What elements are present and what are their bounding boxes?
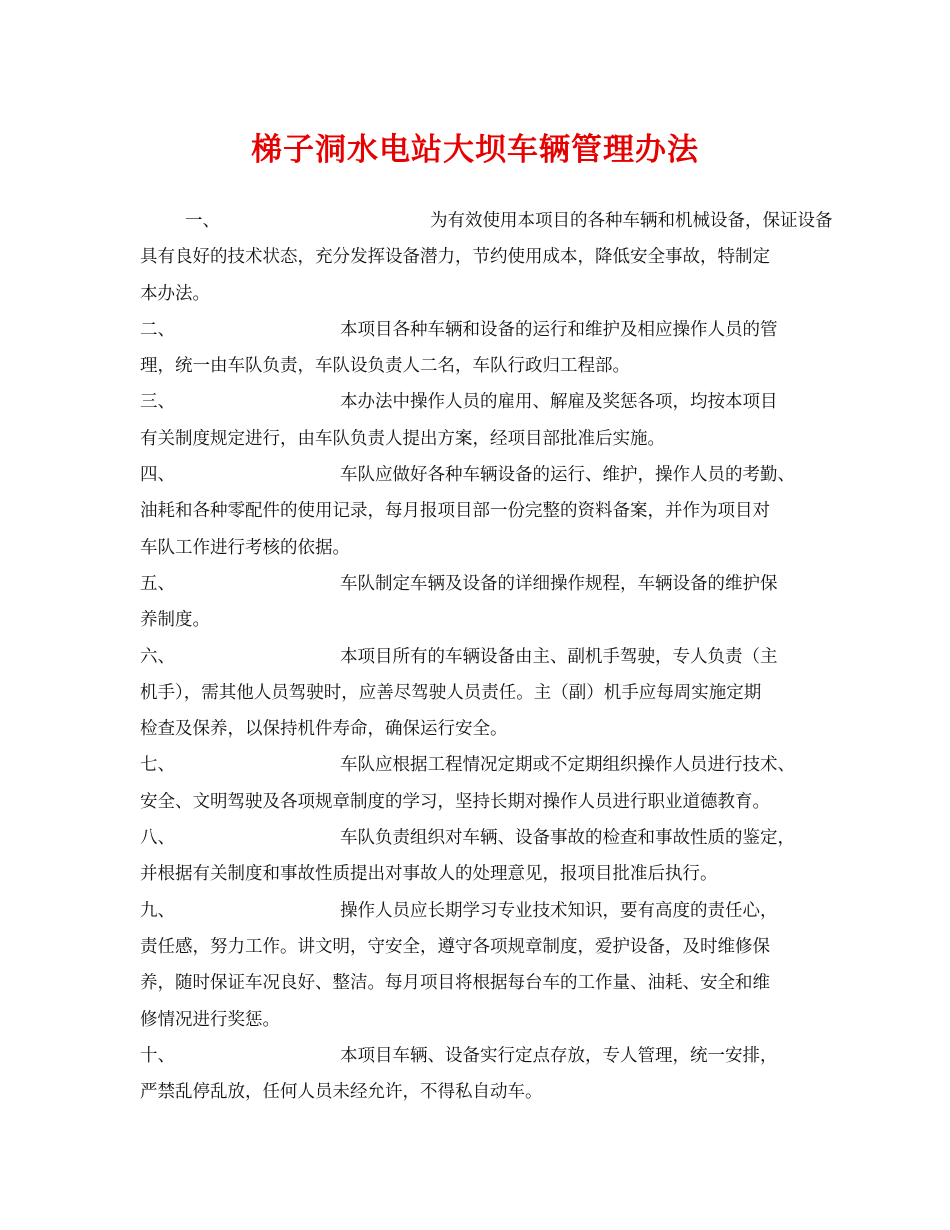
clause-text: 车队制定车辆及设备的详细操作规程，车辆设备的维护保	[340, 573, 778, 594]
clause-text: 本项目所有的车辆设备由主、副机手驾驶，专人负责（主	[340, 646, 778, 667]
document-body	[140, 203, 833, 1110]
clause-line: 油耗和各种零配件的使用记录，每月报项目部一份完整的资料备案，并作为项目对	[140, 501, 770, 522]
clause-line: 修情况进行奖惩。	[140, 1009, 280, 1030]
clause-text: 本办法中操作人员的雇用、解雇及奖惩各项，均按本项目	[340, 392, 778, 413]
clause-text: 本项目车辆、设备实行定点存放，专人管理，统一安排，	[340, 1045, 778, 1066]
clause-number: 三、	[140, 392, 175, 413]
clause-number: 一、	[185, 211, 220, 231]
clause-line	[140, 893, 820, 929]
clause-line	[140, 1038, 820, 1074]
clause-line: 具有良好的技术状态，充分发挥设备潜力，节约使用成本，降低安全事故，特制定	[140, 247, 770, 268]
clause-8	[140, 820, 820, 893]
clause-number: 九、	[140, 900, 175, 921]
clause-number: 四、	[140, 465, 175, 486]
clause-number: 八、	[140, 828, 175, 849]
clause-10	[140, 1038, 820, 1111]
clause-text: 车队负责组织对车辆、设备事故的检查和事故性质的鉴定，	[340, 828, 795, 849]
clause-line	[140, 312, 820, 348]
clause-line	[140, 203, 833, 239]
clause-number: 七、	[140, 755, 175, 776]
clause-line: 责任感，努力工作。讲文明，守安全，遵守各项规章制度，爱护设备，及时维修保	[140, 936, 770, 957]
clause-line	[140, 639, 820, 675]
clause-line	[140, 384, 820, 420]
clause-number: 十、	[140, 1045, 175, 1066]
clause-line: 养，随时保证车况良好、整洁。每月项目将根据每台车的工作量、油耗、安全和维	[140, 973, 770, 994]
clause-6	[140, 639, 820, 748]
clause-text: 为有效使用本项目的各种车辆和机械设备，保证设备	[430, 211, 833, 231]
clause-9	[140, 893, 820, 1038]
clause-line: 车队工作进行考核的依据。	[140, 537, 350, 558]
clause-line: 检查及保养，以保持机件寿命，确保运行安全。	[140, 719, 508, 740]
clause-line: 有关制度规定进行，由车队负责人提出方案，经项目部批准后实施。	[140, 428, 665, 449]
clause-line: 机手），需其他人员驾驶时，应善尽驾驶人员责任。主（副）机手应每周实施定期	[140, 682, 762, 703]
clause-line: 严禁乱停乱放，任何人员未经允许，不得私自动车。	[140, 1082, 543, 1103]
clause-line: 安全、文明驾驶及各项规章制度的学习，坚持长期对操作人员进行职业道德教育。	[140, 791, 770, 812]
clause-text: 车队应做好各种车辆设备的运行、维护，操作人员的考勤、	[340, 465, 795, 486]
clause-line	[140, 747, 820, 783]
clause-1	[140, 203, 833, 312]
clause-line	[140, 457, 820, 493]
clause-line	[140, 566, 820, 602]
clause-line: 本办法。	[140, 283, 210, 304]
document-title: 梯子洞水电站大坝车辆管理办法	[251, 132, 699, 168]
clause-line: 养制度。	[140, 610, 210, 631]
clause-5	[140, 566, 820, 639]
clause-line	[140, 820, 820, 856]
clause-text: 本项目各种车辆和设备的运行和维护及相应操作人员的管	[340, 319, 778, 340]
clause-3	[140, 384, 820, 457]
clause-number: 六、	[140, 646, 175, 667]
clause-2	[140, 312, 820, 385]
clause-line: 理，统一由车队负责，车队设负责人二名，车队行政归工程部。	[140, 356, 630, 377]
clause-line: 并根据有关制度和事故性质提出对事故人的处理意见，报项目批准后执行。	[140, 864, 718, 885]
clause-text: 车队应根据工程情况定期或不定期组织操作人员进行技术、	[340, 755, 795, 776]
clause-text: 操作人员应长期学习专业技术知识，要有高度的责任心，	[340, 900, 778, 921]
clause-number: 五、	[140, 573, 175, 594]
clause-number: 二、	[140, 319, 175, 340]
clause-7	[140, 747, 820, 820]
clause-4	[140, 457, 820, 566]
